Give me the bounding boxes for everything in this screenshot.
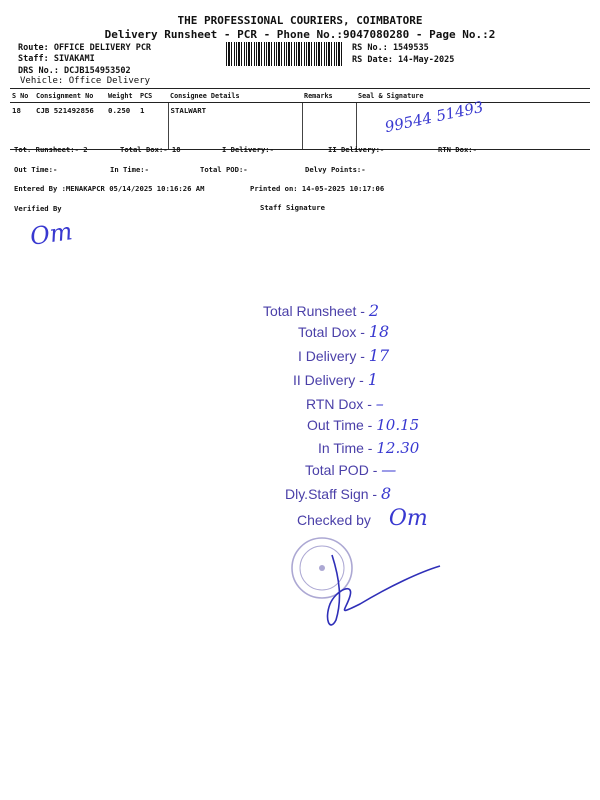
stamp-rtn-dox-label: RTN Dox - [306, 396, 372, 412]
stamp-i-delivery-label: I Delivery - [298, 348, 365, 364]
runsheet-title: Delivery Runsheet - PCR - Phone No.:9047080280 - Page No.:2 [104, 28, 496, 41]
seal-and-signature [270, 520, 470, 640]
stamp-checked-by-label: Checked by [297, 512, 371, 528]
stamp-total-pod-label: Total POD - [305, 462, 378, 478]
rs-date: RS Date: 14-May-2025 [352, 55, 455, 65]
stamp-i-delivery-value: 17 [368, 346, 390, 365]
cell-consignment: CJB 521492856 [34, 103, 106, 150]
out-time: Out Time:- [14, 165, 58, 174]
col-weight: Weight [106, 89, 138, 103]
cell-sno: 18 [10, 103, 34, 150]
row-signature: 99544 51493 [383, 97, 485, 137]
total-dox: Total Dox:- 18 [120, 145, 181, 154]
stamp-ii-delivery [293, 370, 378, 389]
stamp-dly-staff-value: 8 [380, 484, 392, 503]
signature-scrawl [328, 555, 440, 625]
stamp-rtn-dox-value: – [375, 394, 384, 413]
table-header-row [10, 89, 590, 103]
staff-signature: Staff Signature [260, 203, 325, 212]
verified-initials: Om [28, 217, 75, 251]
verified-by: Verified By [14, 204, 62, 213]
stamp-in-time-value: 12.30 [376, 439, 420, 457]
stamp-total-runsheet-value: 2 [368, 301, 380, 320]
stamp-ii-delivery-label: II Delivery - [293, 372, 364, 388]
cell-weight: 0.250 [106, 103, 138, 150]
ii-delivery: II Delivery:- [328, 145, 385, 154]
col-remarks: Remarks [302, 89, 356, 103]
cell-consignee: STALWART [168, 103, 302, 150]
barcode [226, 42, 344, 66]
total-pod: Total POD:- [200, 165, 248, 174]
cell-pcs: 1 [138, 103, 168, 150]
col-consignee: Consignee Details [168, 89, 302, 103]
stamp-total-runsheet-label: Total Runsheet - [263, 303, 365, 319]
stamp-total-pod-value: — [381, 461, 397, 479]
stamp-ii-delivery-value: 1 [367, 370, 378, 389]
rtn-dox: RTN Dox:- [438, 145, 477, 154]
stamp-checked-by-value: Om [388, 506, 428, 531]
col-sno: S No [10, 89, 34, 103]
stamp-rtn-dox [306, 394, 384, 413]
i-delivery: I Delivery:- [222, 145, 274, 154]
stamp-in-time-label: In Time - [318, 440, 373, 456]
col-pcs: PCS [138, 89, 168, 103]
col-consignment: Consignment No [34, 89, 106, 103]
staff: Staff: SIVAKAMI [18, 54, 95, 64]
stamp-total-runsheet [263, 301, 379, 320]
stamp-in-time [318, 439, 419, 457]
company-name: THE PROFESSIONAL COURIERS, COIMBATORE [177, 14, 423, 27]
stamp-dly-staff-sign [285, 484, 391, 503]
stamp-out-time-value: 10.15 [376, 416, 420, 434]
in-time: In Time:- [110, 165, 149, 174]
stamp-total-pod [305, 461, 396, 479]
col-seal: Seal & Signature [356, 89, 590, 103]
stamp-total-dox-value: 18 [368, 322, 390, 341]
stamp-out-time-label: Out Time - [307, 417, 373, 433]
stamp-i-delivery [298, 346, 389, 365]
drs-no: DRS No.: DCJB154953502 [18, 66, 131, 76]
printed-on: Printed on: 14-05-2025 10:17:06 [250, 184, 385, 193]
runsheet-table [10, 88, 590, 150]
entered-by: Entered By :MENAKAPCR 05/14/2025 10:16:26 AM [14, 184, 205, 193]
stamp-total-dox [298, 322, 389, 341]
vehicle: Vehicle: Office Delivery [20, 76, 151, 86]
cell-remarks [302, 103, 356, 150]
rs-no: RS No.: 1549535 [352, 43, 429, 53]
route: Route: OFFICE DELIVERY PCR [18, 43, 152, 53]
stamp-total-dox-label: Total Dox - [298, 324, 365, 340]
stamp-dly-staff-label: Dly.Staff Sign - [285, 486, 378, 502]
delvy-points: Delvy Points:- [305, 165, 366, 174]
stamp-out-time [307, 416, 419, 434]
tot-runsheet: Tot. Runsheet:- 2 [14, 145, 88, 154]
table-row [10, 103, 590, 150]
